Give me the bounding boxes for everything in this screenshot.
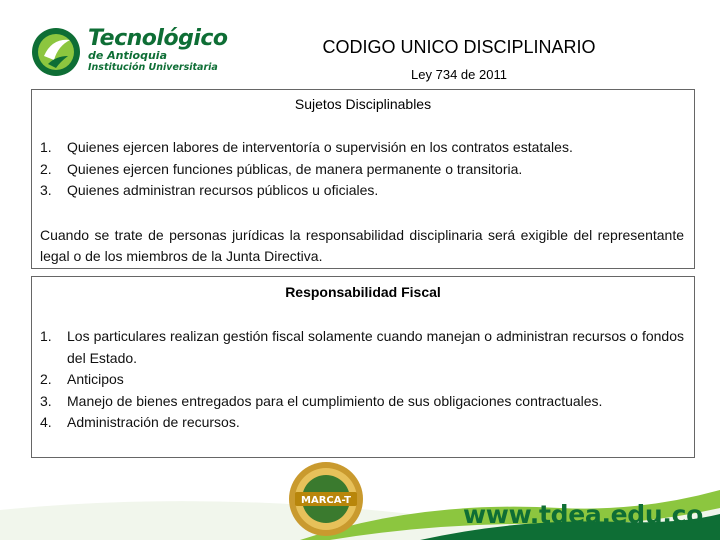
list-item-text: Quienes administran recursos públicos u oficiales. bbox=[67, 182, 379, 198]
page-subtitle: Ley 734 de 2011 bbox=[411, 67, 507, 82]
logo-name: Tecnológico bbox=[88, 26, 228, 51]
list-item-text: Manejo de bienes entregados para el cumplimiento de sus obligaciones contractuales. bbox=[67, 392, 603, 409]
institution-logo bbox=[30, 24, 250, 82]
website-url: www.tdea.edu.co bbox=[463, 500, 703, 529]
list-item bbox=[40, 369, 684, 391]
section-heading: Responsabilidad Fiscal bbox=[285, 284, 441, 300]
list-item bbox=[40, 159, 684, 181]
list-item bbox=[40, 326, 684, 369]
page-title: CODIGO UNICO DISCIPLINARIO bbox=[322, 37, 596, 57]
marca-t-seal-icon bbox=[287, 460, 365, 538]
section-heading: Sujetos Disciplinables bbox=[294, 96, 432, 112]
list-item-text: Administración de recursos. bbox=[67, 414, 240, 430]
logo-line3: Institución Universitaria bbox=[88, 62, 218, 73]
list-item-text: Los particulares realizan gestión fiscal solamente cuando manejan o administran recursos o fondos del Estado. bbox=[67, 328, 684, 366]
legal-entities-paragraph: Cuando se trate de personas jurídicas la responsabilidad disciplinaria será exigible del representante legal o de los miembros de la Junta Directiva. bbox=[40, 227, 684, 264]
list-number: 3. bbox=[40, 392, 52, 409]
list-number: 1. bbox=[40, 139, 52, 155]
list-item bbox=[40, 412, 684, 434]
list-number: 2. bbox=[40, 160, 52, 177]
logo-wordmark bbox=[88, 28, 228, 74]
list-item bbox=[40, 180, 684, 202]
fiscal-list bbox=[40, 326, 684, 434]
list-number: 4. bbox=[40, 414, 52, 430]
list-number: 2. bbox=[40, 371, 52, 387]
seal-label: MARCA-T bbox=[301, 495, 351, 506]
section-responsabilidad-fiscal bbox=[31, 276, 695, 458]
list-item bbox=[40, 137, 684, 159]
logo-emblem-icon bbox=[30, 26, 82, 78]
list-number: 1. bbox=[40, 328, 52, 344]
subjects-list bbox=[40, 137, 684, 202]
list-number: 3. bbox=[40, 182, 52, 198]
list-item bbox=[40, 391, 684, 413]
list-item-text: Anticipos bbox=[67, 371, 124, 387]
section-sujetos-disciplinables bbox=[31, 89, 695, 269]
list-item-text: Quienes ejercen funciones públicas, de manera permanente o transitoria. bbox=[67, 160, 523, 177]
logo-line2: de Antioquia bbox=[88, 49, 167, 62]
list-item-text: Quienes ejercen labores de interventoría o supervisión en los contratos estatales. bbox=[67, 139, 573, 155]
